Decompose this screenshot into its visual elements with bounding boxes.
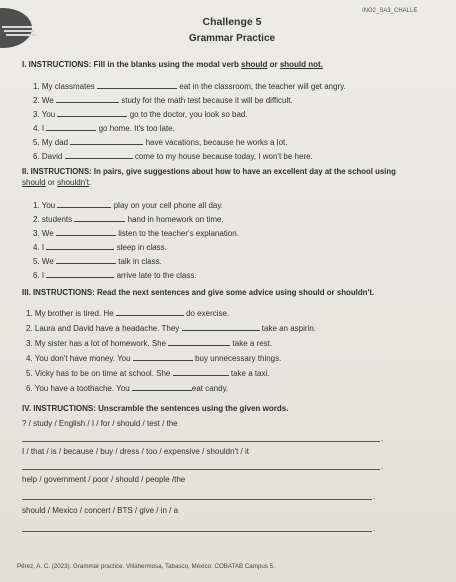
answer-period: .	[381, 462, 384, 471]
answer-period: .	[373, 492, 376, 501]
answer-period: .	[373, 524, 376, 533]
sec1-item: 4. I go home. It's too late.	[33, 124, 175, 133]
section-2-heading-cont: should or shouldn't.	[22, 178, 92, 187]
sec1-item: 3. You go to the doctor, you look so bad.	[33, 110, 248, 119]
scrambled-sentence: I / that / is / because / buy / dress / too / expensive / shouldn't / it	[22, 447, 249, 456]
answer-line	[22, 499, 372, 500]
sec3-item: 5. Vicky has to be on time at school. She take a taxi.	[26, 369, 270, 378]
worksheet-subtitle: Grammar Practice	[188, 33, 276, 44]
sec3-item: 4. You don't have money. You buy unnecessary things.	[26, 354, 282, 363]
worksheet-code: ING2_SA3_CHALLE	[362, 8, 418, 14]
sec1-item: 2. We study for the math test because it will be difficult.	[33, 96, 293, 105]
sec2-item: 6. I arrive late to the class.	[33, 271, 197, 280]
section-4-heading: IV. INSTRUCTIONS: Unscramble the sentences using the given words.	[22, 404, 289, 413]
sec3-item: 1. My brother is tired. He do exercise.	[26, 309, 230, 318]
answer-line	[22, 469, 380, 470]
sec2-item: 1. You play on your cell phone all day.	[33, 201, 223, 210]
sec3-item: 3. My sister has a lot of homework. She take a rest.	[26, 339, 273, 348]
scrambled-sentence: help / government / poor / should / people /the	[22, 475, 186, 484]
sec1-item: 6. David come to my house because today, I won't be here.	[33, 152, 313, 161]
scrambled-sentence: ? / study / English / I / for / should / test / the	[22, 419, 178, 428]
section-1-heading: I. INSTRUCTIONS: Fill in the blanks using the modal verb should or should not.	[22, 60, 323, 69]
citation: Pérez, A. C. (2023). Grammar practice. Villahermosa, Tabasco, México: COBATAB Campus 5.	[17, 563, 275, 570]
sec2-item: 5. We talk in class.	[33, 257, 162, 266]
sec3-item: 6. You have a toothache. You eat candy.	[26, 384, 229, 393]
answer-period: .	[381, 434, 384, 443]
answer-line	[22, 441, 380, 442]
worksheet-title: Challenge 5	[202, 16, 262, 28]
answer-line	[22, 531, 372, 532]
sec2-item: 2. students hand in homework on time.	[33, 215, 224, 224]
sec2-item: 4. I sleep in class.	[33, 243, 167, 252]
sec3-item: 2. Laura and David have a headache. They take an aspirin.	[26, 324, 317, 333]
section-2-heading: II. INSTRUCTIONS: In pairs, give suggestions about how to have an excellent day at the school using	[22, 167, 396, 176]
sec1-item: 1. My classmates eat in the classroom, the teacher will get angry.	[33, 82, 346, 91]
section-3-heading: III. INSTRUCTIONS: Read the next sentences and give some advice using should or shouldn't.	[22, 288, 375, 297]
sec2-item: 3. We listen to the teacher's explanation.	[33, 229, 239, 238]
scrambled-sentence: should / Mexico / concert / BTS / give / in / a	[22, 506, 179, 515]
sec1-item: 5. My dad have vacations, because he works a lot.	[33, 138, 288, 147]
